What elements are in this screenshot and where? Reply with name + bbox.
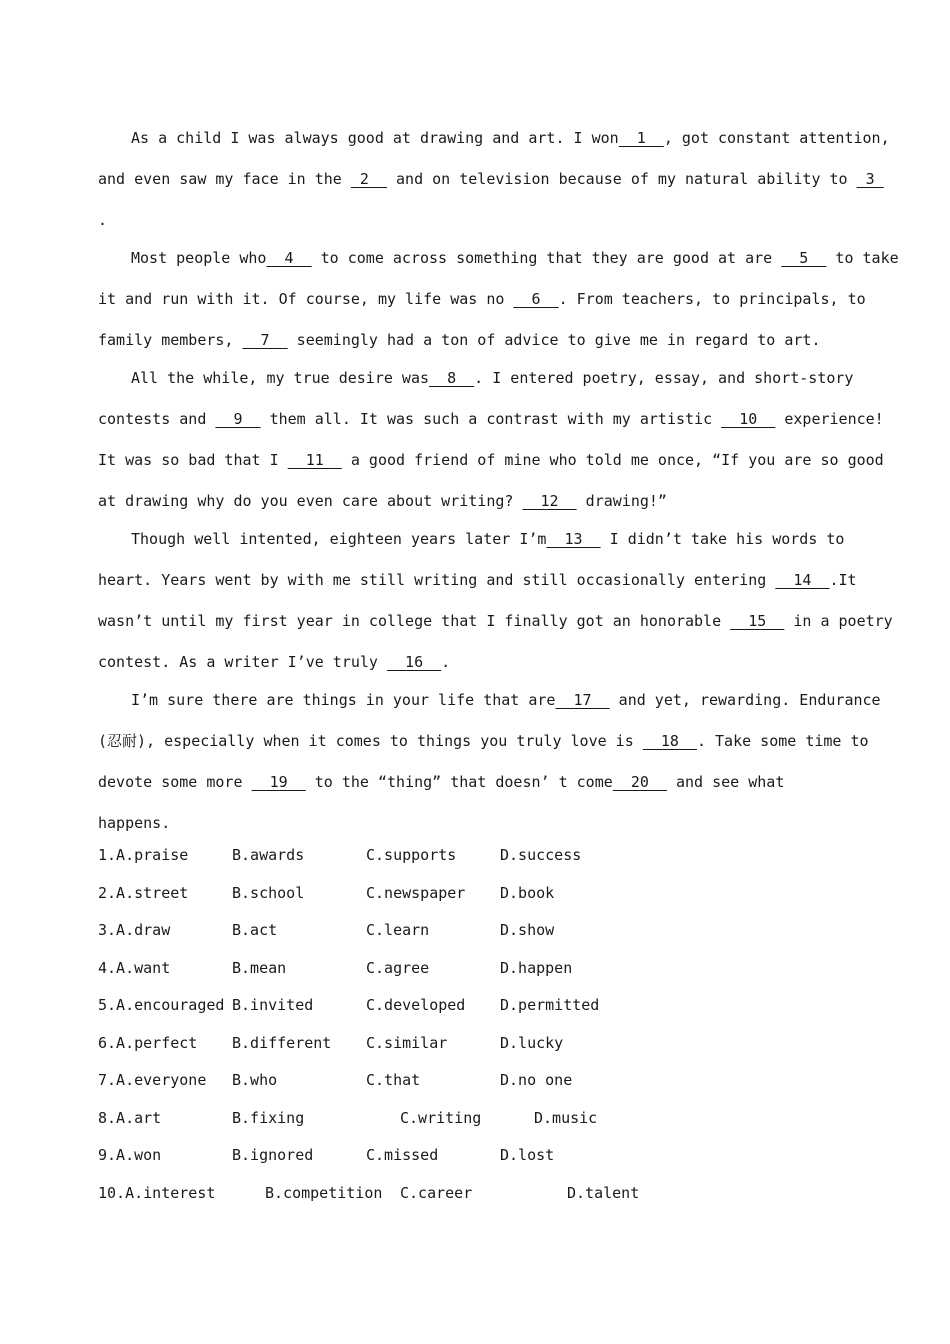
text-span: wasn’t until my first year in college that I finally got an honorable bbox=[98, 612, 731, 630]
option-a: 6.A.perfect bbox=[98, 1033, 198, 1052]
cloze-document bbox=[98, 120, 899, 1218]
blank-9: 9 bbox=[215, 410, 261, 428]
blank-16: 16 bbox=[386, 653, 442, 671]
text-span: Though well intented, eighteen years later I’m bbox=[131, 530, 547, 548]
text-span: heart. Years went by with me still writing and still occasionally entering bbox=[98, 571, 776, 589]
option-c: C.that bbox=[366, 1071, 421, 1089]
text-line bbox=[98, 521, 848, 562]
text-line bbox=[98, 202, 848, 240]
option-d: D.talent bbox=[567, 1183, 640, 1202]
text-span: and even saw my face in the bbox=[98, 170, 351, 188]
text-span: All the while, my true desire was bbox=[131, 369, 430, 387]
option-d: D.music bbox=[534, 1108, 598, 1127]
option-b: B.mean bbox=[232, 958, 287, 977]
option-c: C.supports bbox=[366, 846, 457, 864]
text-span: drawing!” bbox=[576, 492, 667, 510]
option-a: 3.A.draw bbox=[98, 921, 171, 939]
option-c: C.agree bbox=[366, 958, 430, 977]
blank-8: 8 bbox=[429, 369, 475, 387]
blank-20: 20 bbox=[612, 773, 667, 791]
paragraph-1 bbox=[98, 120, 890, 240]
text-span: I’m sure there are things in your life that are bbox=[131, 691, 556, 709]
option-row bbox=[98, 918, 848, 956]
option-b: B.invited bbox=[232, 996, 314, 1014]
text-span: to come across something that they are good at are bbox=[311, 249, 782, 267]
blank-1: 1 bbox=[618, 129, 664, 147]
option-d: D.lucky bbox=[500, 1033, 564, 1052]
text-span: .It bbox=[829, 571, 857, 589]
blank-2: 2 bbox=[350, 170, 387, 188]
text-span: to take bbox=[826, 249, 899, 267]
text-span: family members, bbox=[98, 331, 243, 349]
paragraph-4 bbox=[98, 521, 893, 682]
text-span: It was so bad that I bbox=[98, 451, 288, 469]
text-span: contests and bbox=[98, 410, 216, 428]
blank-14: 14 bbox=[775, 571, 830, 589]
text-span: devote some more bbox=[98, 773, 252, 791]
option-a: 8.A.art bbox=[98, 1108, 162, 1127]
text-line bbox=[98, 764, 848, 805]
option-b: B.ignored bbox=[232, 1146, 314, 1164]
blank-6: 6 bbox=[513, 290, 559, 308]
option-row bbox=[98, 843, 848, 881]
text-span: . bbox=[98, 211, 108, 229]
text-span: and on television because of my natural ability to bbox=[387, 170, 857, 188]
text-span: Most people who bbox=[131, 249, 267, 267]
option-b: B.who bbox=[232, 1071, 278, 1089]
blank-13: 13 bbox=[546, 530, 601, 548]
text-span: at drawing why do you even care about writing? bbox=[98, 492, 523, 510]
text-line bbox=[98, 644, 848, 682]
text-span: , got constant attention, bbox=[663, 129, 890, 147]
option-a: 10.A.interest bbox=[98, 1183, 216, 1202]
text-span: contest. As a writer I’ve truly bbox=[98, 653, 387, 671]
option-b: B.awards bbox=[232, 846, 305, 864]
blank-18: 18 bbox=[642, 732, 697, 750]
paragraph-3 bbox=[98, 360, 884, 521]
text-span: a good friend of mine who told me once, “If you are so good bbox=[341, 451, 884, 469]
text-span: and yet, rewarding. Endurance bbox=[609, 691, 881, 709]
text-span: in a poetry bbox=[784, 612, 893, 630]
option-a: 9.A.won bbox=[98, 1146, 162, 1164]
option-row bbox=[98, 1143, 848, 1181]
text-span: (忍耐), especially when it comes to things you truly love is bbox=[98, 732, 643, 750]
option-a: 1.A.praise bbox=[98, 846, 189, 864]
blank-4: 4 bbox=[266, 249, 312, 267]
blank-15: 15 bbox=[730, 612, 785, 630]
option-c: C.missed bbox=[366, 1146, 439, 1164]
paragraph-5 bbox=[98, 682, 881, 843]
option-b: B.competition bbox=[265, 1183, 383, 1202]
text-span: happens. bbox=[98, 814, 171, 832]
text-span: experience! bbox=[775, 410, 884, 428]
option-d: D.no one bbox=[500, 1071, 573, 1089]
option-a: 7.A.everyone bbox=[98, 1071, 207, 1089]
option-b: B.fixing bbox=[232, 1108, 305, 1127]
text-span: them all. It was such a contrast with my artistic bbox=[260, 410, 722, 428]
text-span: it and run with it. Of course, my life was no bbox=[98, 290, 514, 308]
option-c: C.writing bbox=[400, 1108, 482, 1127]
text-line bbox=[98, 281, 866, 322]
option-c: C.developed bbox=[366, 996, 466, 1014]
options-list bbox=[98, 843, 848, 1218]
text-line bbox=[98, 401, 884, 442]
text-line bbox=[98, 120, 890, 161]
option-d: D.happen bbox=[500, 958, 573, 977]
option-row bbox=[98, 993, 848, 1031]
option-d: D.success bbox=[500, 846, 582, 864]
text-line bbox=[98, 723, 869, 764]
text-line bbox=[98, 161, 884, 202]
text-span: seemingly had a ton of advice to give me in regard to art. bbox=[287, 331, 821, 349]
option-row bbox=[98, 1031, 848, 1069]
text-line bbox=[98, 483, 848, 521]
text-span: I didn’t take his words to bbox=[600, 530, 845, 548]
option-d: D.lost bbox=[500, 1146, 555, 1164]
option-row bbox=[98, 881, 848, 919]
text-line bbox=[98, 562, 857, 603]
text-line bbox=[98, 682, 881, 723]
option-c: C.similar bbox=[366, 1033, 448, 1052]
text-span: to the “thing” that doesn’ t come bbox=[305, 773, 613, 791]
text-line bbox=[98, 603, 893, 644]
text-line bbox=[98, 240, 899, 281]
blank-3: 3 bbox=[856, 170, 884, 188]
text-line bbox=[98, 322, 848, 360]
option-d: D.book bbox=[500, 883, 555, 902]
option-row bbox=[98, 1106, 848, 1144]
blank-19: 19 bbox=[251, 773, 306, 791]
option-c: C.career bbox=[400, 1183, 473, 1202]
option-b: B.school bbox=[232, 883, 305, 902]
option-b: B.different bbox=[232, 1033, 332, 1052]
text-span: . bbox=[441, 653, 451, 671]
option-d: D.show bbox=[500, 921, 555, 939]
text-line bbox=[98, 360, 854, 401]
option-a: 4.A.want bbox=[98, 958, 171, 977]
blank-12: 12 bbox=[522, 492, 577, 510]
option-c: C.newspaper bbox=[366, 883, 466, 902]
text-span: As a child I was always good at drawing and art. I won bbox=[131, 129, 619, 147]
text-line bbox=[98, 805, 848, 843]
option-row bbox=[98, 1068, 848, 1106]
blank-17: 17 bbox=[555, 691, 610, 709]
option-b: B.act bbox=[232, 921, 278, 939]
option-d: D.permitted bbox=[500, 996, 600, 1014]
text-span: . From teachers, to principals, to bbox=[558, 290, 866, 308]
blank-11: 11 bbox=[287, 451, 342, 469]
blank-10: 10 bbox=[721, 410, 776, 428]
text-span: and see what bbox=[666, 773, 785, 791]
option-a: 2.A.street bbox=[98, 883, 189, 902]
option-row bbox=[98, 1181, 848, 1219]
blank-7: 7 bbox=[242, 331, 288, 349]
option-row bbox=[98, 956, 848, 994]
paragraph-2 bbox=[98, 240, 899, 360]
option-a: 5.A.encouraged bbox=[98, 996, 225, 1014]
option-c: C.learn bbox=[366, 921, 430, 939]
blank-5: 5 bbox=[781, 249, 827, 267]
text-span: . I entered poetry, essay, and short-story bbox=[474, 369, 854, 387]
text-line bbox=[98, 442, 884, 483]
text-span: . Take some time to bbox=[696, 732, 869, 750]
